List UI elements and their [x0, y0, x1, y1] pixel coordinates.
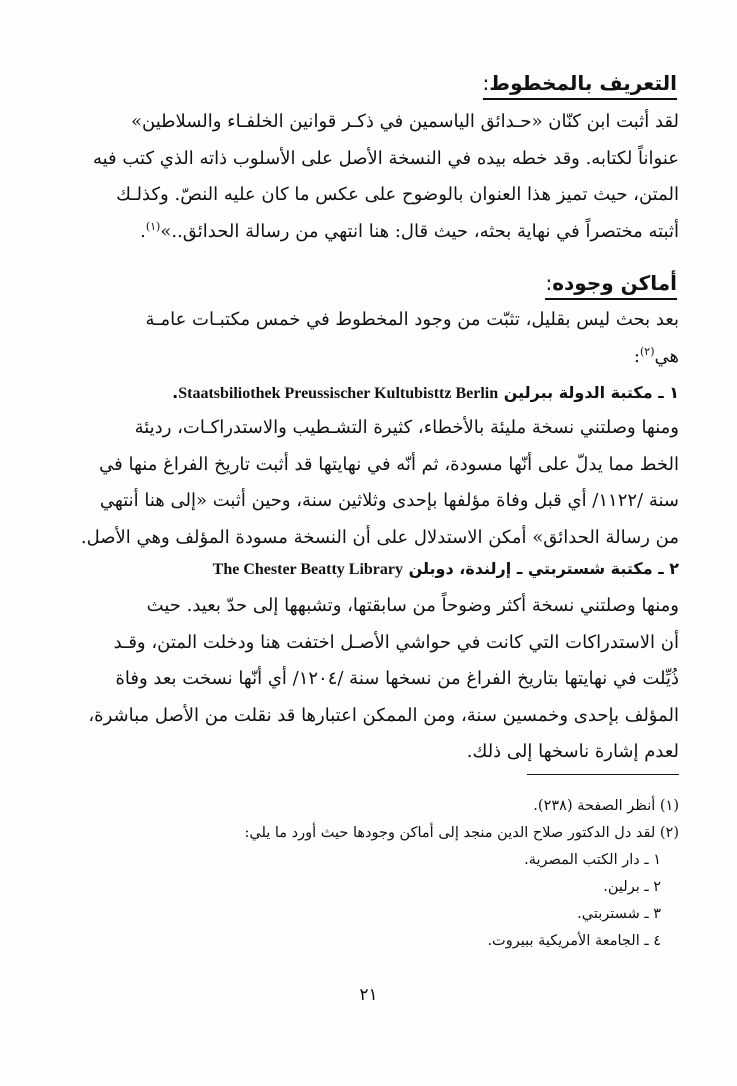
footnote-ref-1: (١)	[145, 219, 161, 233]
item-title-latin: Staatsbiliothek Preussischer Kultubisttz Berlin	[178, 385, 499, 402]
footnotes	[57, 793, 679, 955]
paragraph-line: بعد بحث ليس بقليل، تثبّت من وجود المخطوط في خمس مكتبـات عامـة	[145, 309, 679, 330]
heading-text: أماكن وجوده	[552, 271, 677, 295]
definition-paragraph	[57, 104, 679, 250]
paragraph-line: الخط مما يدلّ على أنّها مسودة، ثم أنّه في نهايتها قد أثبت تاريخ الفراغ منها في	[99, 453, 679, 475]
line-end-punct: .	[140, 220, 146, 242]
item-title-latin: The Chester Beatty Library	[212, 561, 403, 578]
paragraph-line: من رسالة الحدائق» أمكن الاستدلال على أن النسخة مسودة المؤلف وهي الأصل.	[80, 526, 679, 548]
library-item-title-chester-beatty	[57, 554, 679, 585]
paragraph-line: ومنها وصلتني نسخة مليئة بالأخطاء، كثيرة التشـطيب والاستدراكـات، رديئة	[134, 417, 679, 438]
line-end-punct: :	[633, 345, 640, 367]
paragraph-line: المؤلف بإحدى وخمسين سنة، ومن الممكن اعتبارها قد نقلت من الأصل مباشرة،	[88, 704, 679, 726]
heading-colon: :	[545, 271, 553, 295]
section-heading-locations	[545, 268, 677, 300]
paragraph-line	[57, 214, 679, 251]
paragraph-line: لقد أثبت ابن كنّان «حـدائق الياسمين في ذكـر قوانين الخلفـاء والسلاطين»	[131, 111, 679, 132]
paragraph-line: أن الاستدراكات التي كانت في حواشي الأصـل اختفت هنا ودخلت المتن، وقـد	[113, 631, 679, 653]
paragraph-line: ذُيِّلت في نهايتها بتاريخ الفراغ من نسخها سنة /١٢٠٤/ أي أنّها نسخت بعد وفاة	[115, 668, 679, 689]
heading-colon: :	[482, 71, 490, 95]
library-item-body-chester-beatty	[57, 588, 679, 771]
item-title-arabic: ٢ ـ مكتبة شستربتي ـ إرلندة، دوبلن	[408, 559, 679, 578]
footnote-ref-2: (٢)	[639, 344, 655, 358]
page-number: ٢١	[359, 985, 378, 1005]
locations-intro-paragraph	[57, 302, 679, 369]
library-item-body-berlin	[57, 410, 679, 556]
footnote-2-item: ١ ـ دار الكتب المصرية.	[524, 852, 661, 868]
paragraph-line-text: أثبته مختصراً في نهاية بحثه، حيث قال: هنا انتهي من رسالة الحدائق..»	[160, 220, 679, 242]
footnote-separator	[527, 774, 679, 775]
item-title-arabic: ١ ـ مكتبة الدولة ببرلين	[503, 383, 679, 402]
item-title-end: .	[172, 383, 179, 402]
paragraph-line: عنواناً لكتابه. وقد خطه بيده في النسخة الأصل على الأسلوب ذاته الذي كتب فيه	[92, 147, 679, 169]
footnote-2-item: ٤ ـ الجامعة الأمريكية ببيروت.	[487, 933, 661, 949]
footnote-2: (٢) لقد دل الدكتور صلاح الدين منجد إلى أماكن وجودها حيث أورد ما يلي:	[244, 825, 679, 841]
footnote-1: (١) أنظر الصفحة (٢٣٨).	[533, 798, 679, 814]
paragraph-line: سنة /١١٢٢/ أي قبل وفاة مؤلفها بإحدى وثلاثين سنة، وحين أثبت «إلى هنا أنتهي	[99, 490, 679, 511]
library-item-title-berlin	[57, 378, 679, 409]
paragraph-line: المتن، حيث تميز هذا العنوان بالوضوح على عكس ما كان عليه النصّ. وكذلـك	[116, 184, 679, 205]
paragraph-line: لعدم إشارة ناسخها إلى ذلك.	[466, 741, 679, 762]
footnote-2-item: ٢ ـ برلين.	[603, 879, 661, 895]
footnote-2-item: ٣ ـ شستربتي.	[577, 906, 661, 922]
paragraph-line-text: هي	[654, 345, 679, 367]
paragraph-line: ومنها وصلتني نسخة أكثر وضوحاً من سابقتها، وتشبهها إلى حدّ بعيد. حيث	[146, 595, 679, 616]
section-heading-manuscript-definition	[483, 68, 677, 100]
paragraph-line	[57, 339, 679, 369]
heading-text: التعريف بالمخطوط	[489, 71, 677, 95]
